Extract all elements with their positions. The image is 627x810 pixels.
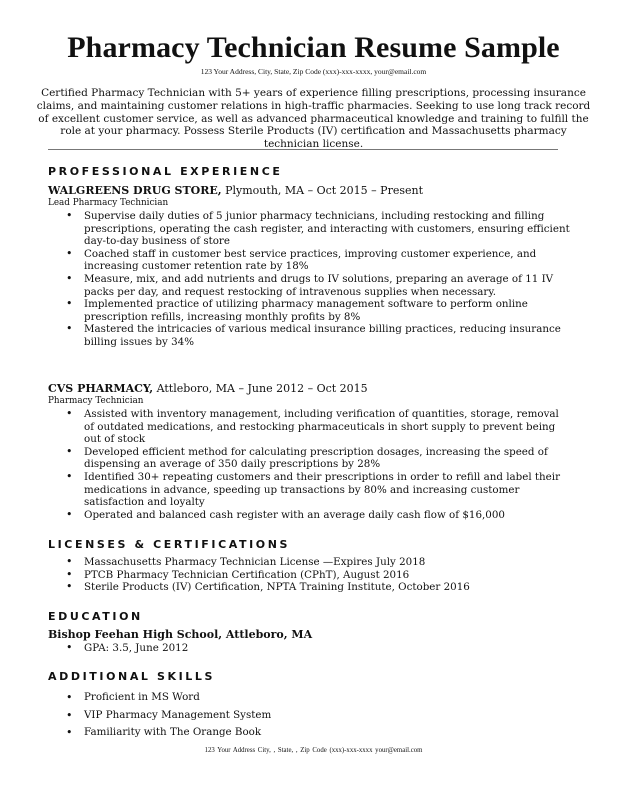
resume-title: Pharmacy Technician Resume Sample — [67, 31, 560, 64]
list-item: • Proficient in MS Word — [66, 689, 571, 707]
job-role: Pharmacy Technician — [48, 396, 144, 406]
job-role: Lead Pharmacy Technician — [48, 198, 169, 208]
job-details: Plymouth, MA – Oct 2015 – Present — [221, 184, 424, 197]
contact-line: 123 Your Address, City, State, Zip Code (xxx)-xxx-xxxx, your@email.com — [200, 67, 427, 76]
school-name: Bishop Feehan High School, Attleboro, MA — [48, 628, 313, 641]
education-list — [66, 642, 571, 655]
list-item: • Identified 30+ repeating customers and their prescriptions in order to refill and label their medications in advance, speeding up transactions by 80% and increasing customer satisfaction and loyalty — [66, 471, 571, 509]
employer-name: WALGREENS DRUG STORE, — [48, 184, 222, 197]
job-bullets-cvs — [66, 408, 571, 521]
licenses-list — [66, 556, 571, 594]
employer-name: CVS PHARMACY, — [48, 382, 154, 395]
list-item: • Coached staff in customer best service practices, improving customer experience, and increasing customer retention rate by 18% — [66, 248, 571, 273]
list-item: • Sterile Products (IV) Certification, NPTA Training Institute, October 2016 — [66, 581, 571, 594]
list-item: • Operated and balanced cash register with an average daily cash flow of $16,000 — [66, 509, 571, 522]
footer-contact-line: 123 Your Address City, , State, , Zip Code (xxx)-xxx-xxxx your@email.com — [204, 747, 423, 754]
list-item: • VIP Pharmacy Management System — [66, 707, 571, 725]
skills-list — [66, 689, 571, 742]
list-item: • Developed efficient method for calculating prescription dosages, increasing the speed of dispensing an average of 350 daily prescriptions by 28% — [66, 446, 571, 471]
education-school — [48, 628, 312, 641]
job-bullets-walgreens — [66, 210, 571, 349]
header-divider — [48, 149, 558, 150]
section-heading-experience: PROFESSIONAL EXPERIENCE — [48, 165, 283, 178]
list-item: • Assisted with inventory management, including verification of quantities, storage, removal of outdated medications, and restocking pharmaceuticals in short supply to prevent being out of stock — [66, 408, 571, 446]
list-item: • GPA: 3.5, June 2012 — [66, 642, 571, 655]
list-item: • Familiarity with The Orange Book — [66, 724, 571, 742]
job-details: Attleboro, MA – June 2012 – Oct 2015 — [153, 382, 368, 395]
list-item: • PTCB Pharmacy Technician Certification (CPhT), August 2016 — [66, 569, 571, 582]
section-heading-education: EDUCATION — [48, 610, 143, 623]
list-item: • Mastered the intricacies of various medical insurance billing practices, reducing insurance billing issues by 34% — [66, 323, 571, 348]
list-item: • Measure, mix, and add nutrients and drugs to IV solutions, preparing an average of 11 IV packs per day, and request restocking of intravenous supplies when necessary. — [66, 273, 571, 298]
section-heading-licenses: LICENSES & CERTIFICATIONS — [48, 538, 291, 551]
summary-paragraph: Certified Pharmacy Technician with 5+ years of experience filling prescriptions, processing insurance claims, and maintaining customer relations in high-traffic pharmacies. Seeking to use long track record of excellent customer service, as well as advanced pharmaceutical knowledge and training to fulfill the role at your pharmacy. Possess Sterile Products (IV) certification and Massachusetts pharmacy technician license. — [36, 87, 591, 151]
list-item: • Supervise daily duties of 5 junior pharmacy technicians, including restocking and filling prescriptions, operating the cash register, and interacting with customers, ensuring efficient day-to-day business of store — [66, 210, 571, 248]
section-heading-skills: ADDITIONAL SKILLS — [48, 670, 216, 683]
job-title-walgreens — [48, 184, 423, 197]
list-item: • Implemented practice of utilizing pharmacy management software to perform online prescription refills, increasing monthly profits by 8% — [66, 298, 571, 323]
list-item: • Massachusetts Pharmacy Technician License —Expires July 2018 — [66, 556, 571, 569]
job-title-cvs — [48, 382, 368, 395]
